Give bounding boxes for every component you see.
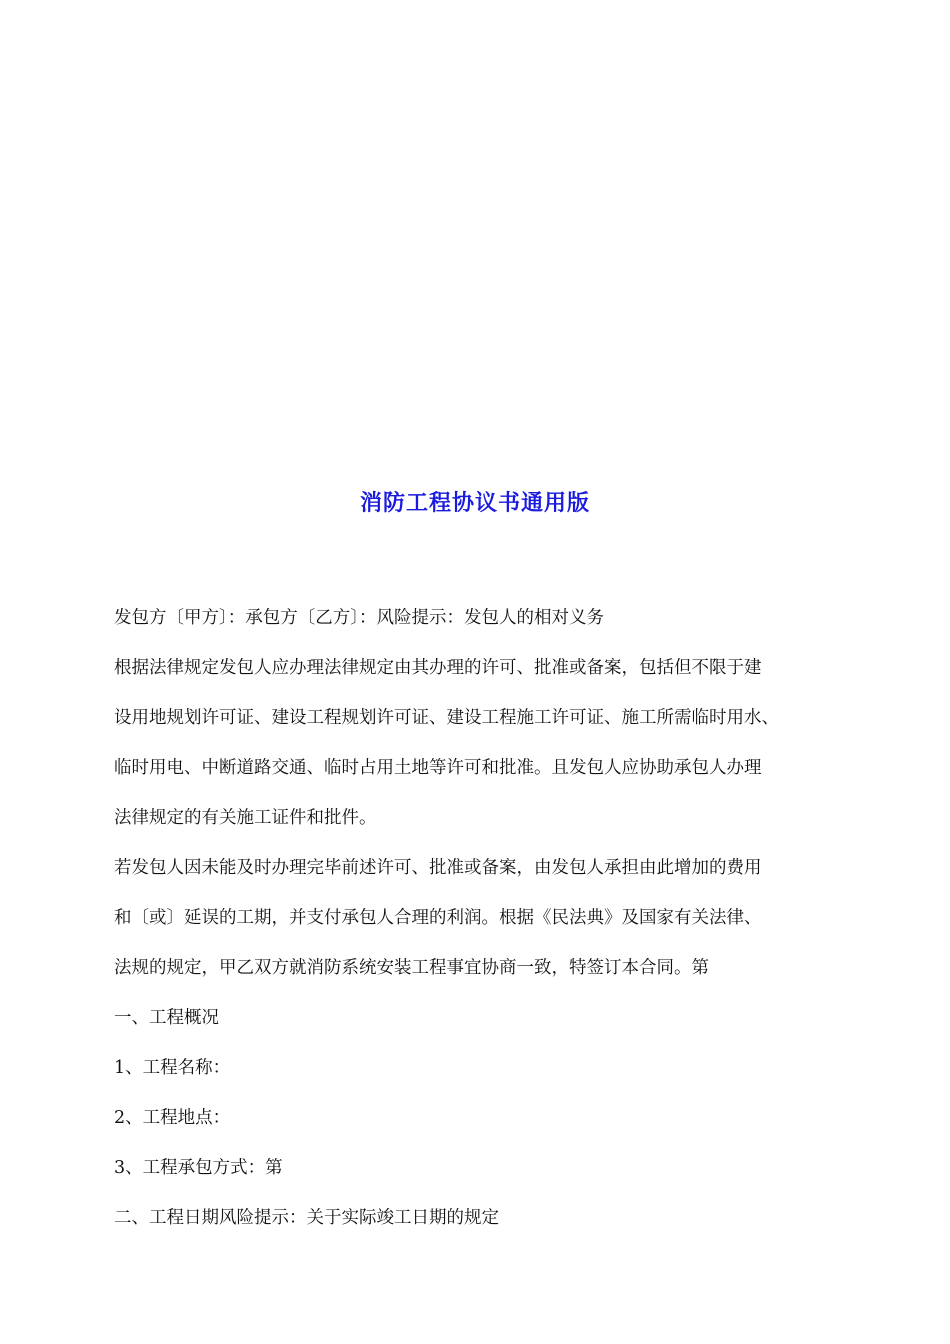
item-project-location: 2、工程地点： <box>114 1108 231 1128</box>
document-title: 消防工程协议书通用版 <box>359 491 590 516</box>
section-heading-schedule: 二、工程日期风险提示：关于实际竣工日期的规定 <box>114 1208 499 1228</box>
section-heading-overview: 一、工程概况 <box>114 1008 219 1028</box>
item-contract-method: 3、工程承包方式：第 <box>114 1158 283 1178</box>
body-line-7: 法规的规定，甲乙双方就消防系统安装工程事宜协商一致，特签订本合同。第 <box>114 958 709 978</box>
body-line-6: 和〔或〕延误的工期，并支付承包人合理的利润。根据《民法典》及国家有关法律、 <box>114 908 762 928</box>
item-project-name: 1、工程名称： <box>114 1058 231 1078</box>
body-line-5: 若发包人因未能及时办理完毕前述许可、批准或备案，由发包人承担由此增加的费用 <box>114 858 762 878</box>
body-line-3: 临时用电、中断道路交通、临时占用土地等许可和批准。且发包人应协助承包人办理 <box>114 758 762 778</box>
body-line-1: 根据法律规定发包人应办理法律规定由其办理的许可、批准或备案，包括但不限于建 <box>114 658 762 678</box>
body-line-parties: 发包方〔甲方〕：承包方〔乙方〕：风险提示：发包人的相对义务 <box>114 608 604 628</box>
body-line-4: 法律规定的有关施工证件和批件。 <box>114 808 377 828</box>
body-line-2: 设用地规划许可证、建设工程规划许可证、建设工程施工许可证、施工所需临时用水、 <box>114 708 779 728</box>
